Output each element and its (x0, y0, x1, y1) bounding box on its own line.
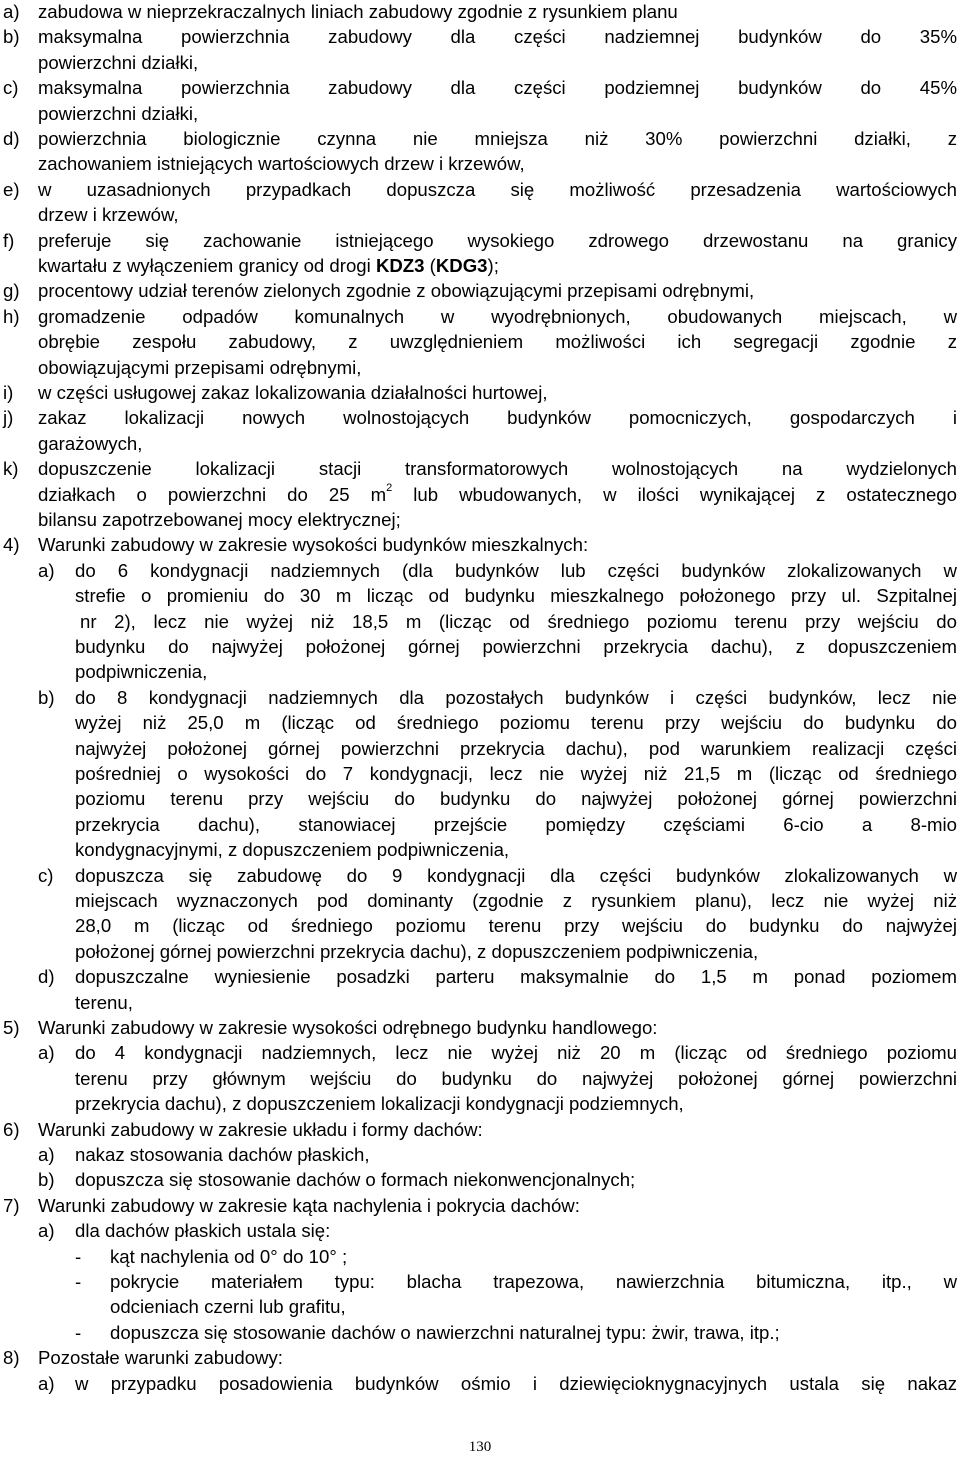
text-line: strefie o promieniu do 30 m licząc od budynku mieszkalnego położonego przy ul. Szpitalnej (75, 585, 957, 607)
text-line: do 4 kondygnacji nadziemnych, lecz nie wyżej niż 20 m (licząc od średniego poziomu (75, 1042, 957, 1064)
list-marker: a) (38, 1042, 55, 1064)
text-line: powierzchni działki, (38, 51, 199, 73)
text-line: preferuje się zachowanie istniejącego wysokiego zdrowego drzewostanu na granicy (38, 229, 957, 251)
text-line: Warunki zabudowy w zakresie kąta nachylenia i pokrycia dachów: (38, 1194, 580, 1216)
text-line: dopuszcza się stosowanie dachów o nawierzchni naturalnej typu: żwir, trawa, itp.; (110, 1321, 780, 1343)
page-number: 130 (468, 1439, 492, 1455)
text-line: dopuszczenie lokalizacji stacji transformatorowych wolnostojących na wydzielonych (38, 458, 957, 480)
list-marker: j) (3, 407, 14, 429)
list-marker: d) (38, 966, 55, 988)
text-line: kąt nachylenia od 0° do 10° ; (110, 1245, 348, 1267)
list-marker: i) (3, 382, 14, 403)
text-line: w przypadku posadowienia budynków ośmio i dziewięcioknygnacyjnych ustala się nakaz (75, 1372, 957, 1394)
text-line: powierzchni działki, (38, 102, 199, 124)
text-line: 28,0 m (licząc od średniego poziomu terenu przy wejściu do budynku do najwyżej (75, 915, 957, 937)
text-line: w uzasadnionych przypadkach dopuszcza się możliwość przesadzenia wartościowych (38, 178, 957, 200)
list-marker: d) (3, 128, 20, 149)
text-line: działkach o powierzchni do 25 $m^2$ lub wbudowanych, w ilości wynikającej z ostatecznego (38, 482, 957, 505)
text-line: podpiwniczenia, (75, 661, 208, 683)
list-marker: k) (3, 458, 19, 480)
list-marker: b) (38, 1169, 55, 1191)
text-line: garażowych, (38, 432, 143, 454)
text-line: kwartału z wyłączeniem granicy od drogi KDZ3 (KDG3); (38, 255, 499, 276)
text-line: powierzchnia biologicznie czynna nie mniejsza niż 30% powierzchni działki, z (38, 128, 957, 149)
list-marker: a) (38, 1144, 55, 1165)
text-line: w części usługowej zakaz lokalizowania działalności hurtowej, (38, 382, 548, 403)
text-line: procentowy udział terenów zielonych zgodnie z obowiązującymi przepisami odrębnymi, (38, 280, 755, 302)
list-marker: h) (3, 305, 20, 327)
text-line: do 6 kondygnacji nadziemnych (dla budynków lub części budynków zlokalizowanych w (75, 559, 957, 581)
text-line: gromadzenie odpadów komunalnych w wyodrębnionych, obudowanych miejscach, w (38, 305, 957, 327)
list-marker: c) (38, 864, 54, 886)
list-marker: b) (38, 686, 55, 708)
list-marker: a) (38, 1220, 55, 1242)
text-line: dopuszczalne wyniesienie posadzki parteru maksymalnie do 1,5 m ponad poziomem (75, 966, 957, 988)
text-line: bilansu zapotrzebowanej mocy elektrycznej; (38, 509, 401, 530)
text-line: maksymalna powierzchnia zabudowy dla części nadziemnej budynków do 35% (38, 26, 957, 48)
text-line: Warunki zabudowy w zakresie wysokości odrębnego budynku handlowego: (38, 1017, 658, 1038)
text-line: drzew i krzewów, (38, 204, 179, 226)
list-marker: f) (3, 229, 15, 251)
text-line: pokrycie materiałem typu: blacha trapezowa, nawierzchnia bitumiczna, itp., w (110, 1271, 957, 1292)
text-line: Warunki zabudowy w zakresie wysokości budynków mieszkalnych: (38, 534, 589, 556)
text-line: przekrycia dachu), stanowiacej przejście pomiędzy częściami 6-cio a 8-mio (75, 813, 957, 835)
list-marker: c) (3, 77, 19, 99)
list-marker: - (75, 1321, 82, 1343)
list-marker: - (75, 1271, 82, 1292)
text-line: dopuszcza się stosowanie dachów o formach niekonwencjonalnych; (75, 1169, 636, 1191)
text-line: maksymalna powierzchnia zabudowy dla części podziemnej budynków do 45% (38, 77, 957, 99)
text-line: terenu przy głównym wejściu do budynku do najwyżej położonej górnej powierzchni (75, 1067, 957, 1089)
text-line: nr 2), lecz nie wyżej niż 18,5 m (licząc od średniego poziomu terenu przy wejściu do (80, 610, 957, 632)
text-line: miejscach wyznaczonych pod dominanty (zgodnie z rysunkiem planu), lecz nie wyżej niż (75, 890, 957, 911)
text-line: budynku do najwyżej położonej górnej powierzchni przekrycia dachu), z dopuszczeniem (75, 636, 957, 657)
list-marker: 6) (3, 1118, 20, 1140)
text-line: poziomu terenu przy wejściu do budynku do najwyżej położonej górnej powierzchni (75, 788, 957, 810)
list-marker: 8) (3, 1347, 20, 1369)
text-line: zabudowa w nieprzekraczalnych liniach zabudowy zgodnie z rysunkiem planu (38, 1, 678, 22)
text-line: odcieniach czerni lub grafitu, (110, 1296, 346, 1318)
text-line: położonej górnej powierzchni przekrycia dachu), z dopuszczeniem podpiwniczenia, (75, 940, 759, 962)
list-marker: g) (3, 280, 20, 302)
text-line: zakaz lokalizacji nowych wolnostojących budynków pomocniczych, gospodarczych i (38, 407, 957, 429)
text-line: zachowaniem istniejących wartościowych drzew i krzewów, (38, 153, 525, 175)
list-marker: - (75, 1245, 82, 1267)
list-marker: 7) (3, 1194, 20, 1216)
text-line: nakaz stosowania dachów płaskich, (75, 1144, 370, 1165)
text-line: najwyżej położonej górnej powierzchni przekrycia dachu), pod warunkiem realizacji części (75, 737, 957, 759)
list-marker: 4) (3, 534, 20, 556)
text-line: obowiązującymi przepisami odrębnymi, (38, 356, 362, 378)
text-line: przekrycia dachu), z dopuszczeniem lokalizacji kondygnacji podziemnych, (75, 1093, 684, 1115)
text-line: terenu, (75, 991, 133, 1013)
list-marker: a) (3, 1, 20, 22)
text-line: obrębie zespołu zabudowy, z uwzględnieniem możliwości ich segregacji zgodnie z (38, 331, 957, 353)
list-marker: a) (38, 559, 55, 581)
text-line: dopuszcza się zabudowę do 9 kondygnacji dla części budynków zlokalizowanych w (75, 864, 957, 886)
text-line: kondygnacyjnymi, z dopuszczeniem podpiwniczenia, (75, 839, 510, 861)
list-marker: e) (3, 178, 20, 200)
text-line: pośredniej o wysokości do 7 kondygnacji, lecz nie wyżej niż 21,5 m (licząc od średniego (75, 763, 957, 784)
text-line: dla dachów płaskich ustala się: (75, 1220, 331, 1242)
text-line: Warunki zabudowy w zakresie układu i formy dachów: (38, 1118, 483, 1140)
text-line: wyżej niż 25,0 m (licząc od średniego poziomu terenu przy wejściu do budynku do (75, 712, 957, 734)
list-marker: 5) (3, 1017, 20, 1038)
list-marker: a) (38, 1372, 55, 1394)
text-line: Pozostałe warunki zabudowy: (38, 1347, 283, 1369)
text-line: do 8 kondygnacji nadziemnych dla pozostałych budynków i części budynków, lecz nie (75, 686, 957, 708)
list-marker: b) (3, 26, 20, 48)
